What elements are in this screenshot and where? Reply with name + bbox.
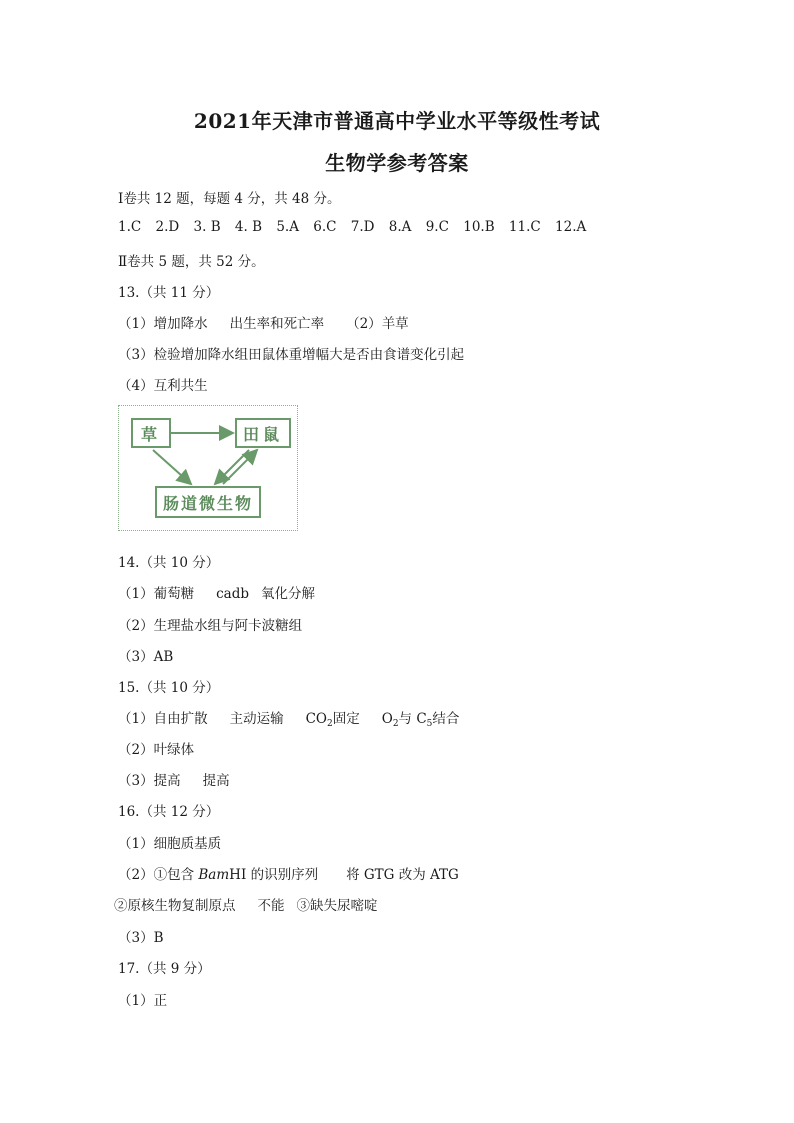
food-web-diagram bbox=[118, 405, 298, 531]
q13-a2-label: （2） bbox=[346, 316, 382, 332]
q15-answer-2: （2）叶绿体 bbox=[118, 742, 195, 758]
q15-a3-part1: 提高 bbox=[153, 773, 181, 789]
answer-4: 4. B bbox=[234, 219, 263, 235]
part2-intro: Ⅱ卷共 5 题，共 52 分。 bbox=[118, 254, 265, 270]
q13-answer-3: （3）检验增加降水组田鼠体重增幅大是否由食谱变化引起 bbox=[118, 347, 465, 363]
q13-a1-part2: 出生率和死亡率 bbox=[229, 316, 325, 332]
q14-answer-1 bbox=[118, 582, 315, 602]
q16-heading: 16.（共 12 分） bbox=[118, 804, 220, 820]
q13-a1-label: （1） bbox=[118, 316, 154, 332]
answer-10: 10.B bbox=[463, 219, 495, 235]
node-grass: 草 bbox=[131, 418, 171, 448]
o2-text: O bbox=[381, 711, 393, 727]
q15-a1-part4 bbox=[382, 711, 460, 727]
answer-2: 2.D bbox=[155, 219, 180, 235]
q14-a1-part2: cadb bbox=[216, 586, 249, 602]
q16-a2-part2: 将 GTG 改为 ATG bbox=[346, 867, 459, 883]
co2-fixation-text: 固定 bbox=[332, 711, 360, 727]
q14-answer-2: （2）生理盐水组与阿卡波糖组 bbox=[118, 618, 303, 634]
o2-subscript: 2 bbox=[392, 719, 399, 729]
answer-6: 6.C bbox=[313, 219, 337, 235]
q16-answer-3: （3）B bbox=[118, 930, 164, 946]
answer-8: 8.A bbox=[388, 219, 412, 235]
answer-1: 1.C bbox=[118, 219, 142, 235]
q14-a1-label: （1） bbox=[118, 586, 154, 602]
q15-answer-1 bbox=[118, 707, 459, 727]
arrow-rat-to-microbe bbox=[215, 450, 249, 484]
q16-a2-part1-pre: ①包含 bbox=[153, 867, 199, 883]
q15-a3-part2: 提高 bbox=[202, 773, 230, 789]
o2-with-c5-text: 与 C bbox=[398, 711, 427, 727]
node-gut-microbes: 肠道微生物 bbox=[155, 486, 261, 518]
arrow-microbe-to-rat bbox=[223, 450, 257, 484]
answer-12: 12.A bbox=[555, 219, 587, 235]
q16-answer-1: （1）细胞质基质 bbox=[118, 836, 222, 852]
page-subtitle: 生物学参考答案 bbox=[325, 151, 469, 175]
q15-a1-part1: 自由扩散 bbox=[153, 711, 208, 727]
answer-5: 5.A bbox=[276, 219, 299, 235]
q16-a2-label: （2） bbox=[118, 867, 154, 883]
q17-heading: 17.（共 9 分） bbox=[118, 961, 211, 977]
q15-answer-3 bbox=[118, 769, 230, 789]
q13-answer-1-2 bbox=[118, 312, 409, 332]
page-title: 2021年天津市普通高中学业水平等级性考试 bbox=[193, 109, 601, 133]
q16-a2-line2-part2: 不能 bbox=[257, 898, 285, 914]
q13-a2: 羊草 bbox=[381, 316, 409, 332]
answer-3: 3. B bbox=[193, 219, 221, 235]
q17-answer-1: （1）正 bbox=[118, 993, 168, 1009]
q14-answer-3: （3）AB bbox=[118, 649, 174, 665]
q16-a2-part1-post: HI 的识别序列 bbox=[229, 867, 319, 883]
q16-a2-line2-part3: ③缺失尿嘧啶 bbox=[296, 898, 378, 914]
node-field-mouse: 田鼠 bbox=[235, 418, 291, 448]
part1-intro: Ⅰ卷共 12 题，每题 4 分，共 48 分。 bbox=[118, 191, 341, 207]
answer-11: 11.C bbox=[508, 219, 541, 235]
q15-heading: 15.（共 10 分） bbox=[118, 680, 220, 696]
q16-a2-line2-part1: ②原核生物复制原点 bbox=[114, 898, 236, 914]
co2-text: CO bbox=[305, 711, 327, 727]
q16-a2-part1-ital: Bam bbox=[198, 867, 230, 883]
co2-subscript: 2 bbox=[327, 719, 333, 729]
binding-text: 结合 bbox=[432, 711, 460, 727]
q14-a1-part3: 氧化分解 bbox=[261, 586, 315, 602]
q13-a1-part1: 增加降水 bbox=[153, 316, 208, 332]
q14-heading: 14.（共 10 分） bbox=[118, 555, 220, 571]
q15-a3-label: （3） bbox=[118, 773, 154, 789]
q15-a1-part3 bbox=[306, 711, 360, 727]
q13-answer-4: （4）互利共生 bbox=[118, 378, 208, 394]
answer-9: 9.C bbox=[425, 219, 449, 235]
q16-answer-2 bbox=[118, 863, 459, 883]
part1-answer-list bbox=[118, 219, 596, 235]
arrow-grass-to-microbe bbox=[153, 450, 191, 484]
c5-subscript: 5 bbox=[426, 719, 433, 729]
q14-a1-part1: 葡萄糖 bbox=[153, 586, 195, 602]
answer-7: 7.D bbox=[350, 219, 375, 235]
q13-heading: 13.（共 11 分） bbox=[118, 285, 220, 301]
q15-a1-part2: 主动运输 bbox=[229, 711, 284, 727]
q15-a1-label: （1） bbox=[118, 711, 154, 727]
q16-answer-2-line2 bbox=[114, 894, 378, 914]
